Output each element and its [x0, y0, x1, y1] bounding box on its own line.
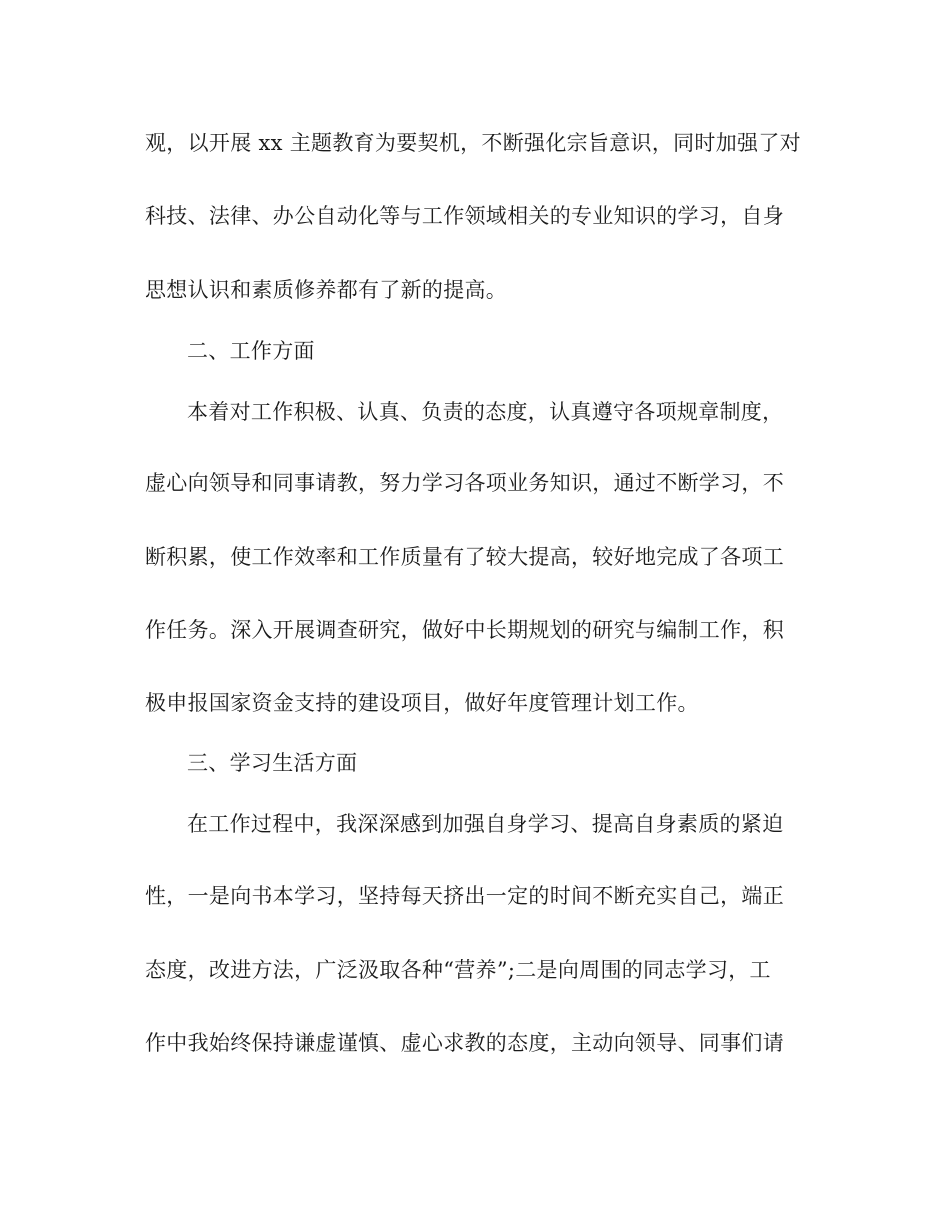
body-text-line: 性，一是向书本学习，坚持每天挤出一定的时间不断充实自己，端正 [145, 884, 784, 908]
body-text-line: 断积累，使工作效率和工作质量有了较大提高，较好地完成了各项工 [145, 545, 784, 569]
section-heading: 三、学习生活方面 [187, 751, 358, 775]
body-text-line: 态度，改进方法，广泛汲取各种“营养”;二是向周围的同志学习，工 [145, 958, 771, 982]
body-text-line: 作任务。深入开展调查研究，做好中长期规划的研究与编制工作，积 [145, 618, 784, 642]
body-text-line: 在工作过程中，我深深感到加强自身学习、提高自身素质的紧迫 [187, 812, 784, 836]
body-text-line: 极申报国家资金支持的建设项目，做好年度管理计划工作。 [145, 691, 699, 715]
section-heading: 二、工作方面 [187, 339, 315, 363]
body-text-line: 科技、法律、办公自动化等与工作领域相关的专业知识的学习，自身 [145, 204, 784, 228]
body-text-line: 虚心向领导和同事请教，努力学习各项业务知识，通过不断学习，不 [145, 471, 784, 495]
body-text-line: 观，以开展 xx 主题教育为要契机，不断强化宗旨意识，同时加强了对 [145, 131, 801, 155]
body-text-line: 思想认识和素质修养都有了新的提高。 [145, 278, 508, 302]
body-text-line: 本着对工作积极、认真、负责的态度，认真遵守各项规章制度， [187, 400, 784, 424]
body-text-line: 作中我始终保持谦虚谨慎、虚心求教的态度，主动向领导、同事们请 [145, 1031, 784, 1055]
